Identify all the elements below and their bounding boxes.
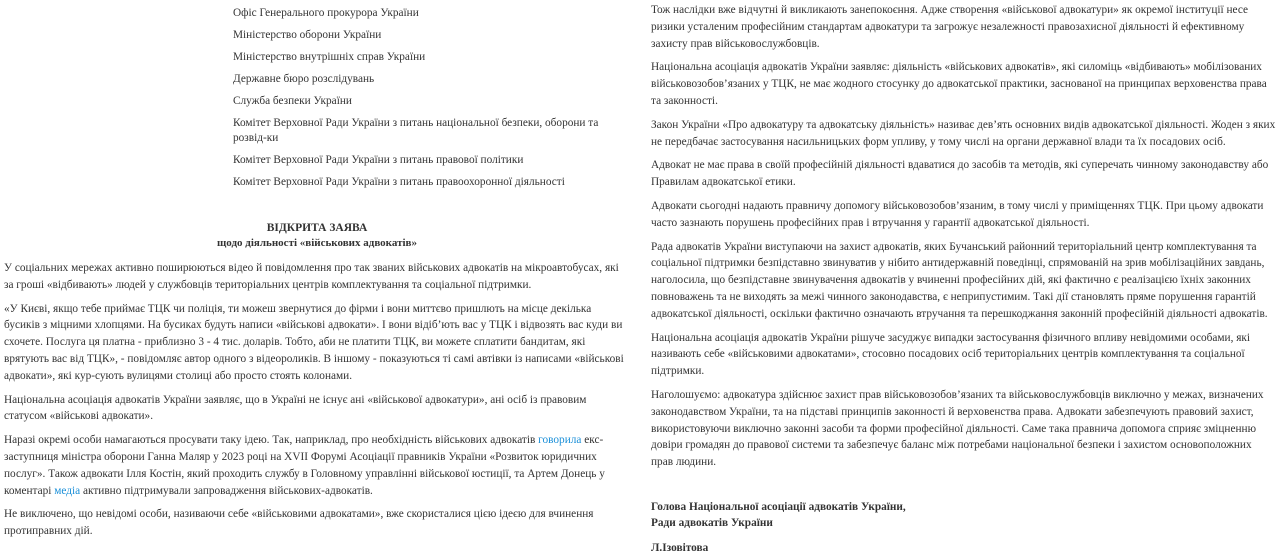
addressee-item: Служба безпеки України	[233, 95, 352, 107]
paragraph: Наголошуємо: адвокатура здійснює захист прав військовозобов’язаних та військовослужбовців виключно у межах, визначених законодавством України, та на підставі принципів законності й верховенства права. Адвокати забезпечують правовий захист, використовуючи виключно законні засоби та форми професійної діяльності. Саме така правнича допомога сприяє зміцненню довіри громадян до правової системи та забезпечує баланс між потребами національної безпеки і захистом основоположних прав людини.	[651, 388, 1264, 469]
signature-title-line1: Голова Національної асоціації адвокатів України,	[651, 500, 906, 513]
document-title	[4, 221, 630, 251]
paragraph: Адвокат не має права в своїй професійній діяльності вдаватися до засобів та методів, які суперечать чинному законодавству або Правилам адвокатської етики.	[651, 159, 1269, 189]
addressee-item: Міністерство оборони України	[233, 29, 382, 41]
paragraph-text: Наразі окремі особи намагаються просувати таку ідею. Так, наприклад, про необхідність військових адвокатів	[4, 434, 539, 447]
signatory-name: Л.Ізовітова	[651, 541, 709, 554]
link-media[interactable]: медіа	[54, 484, 81, 497]
paragraph-text: екс-заступниця міністра оборони Ганна Маляр у 2023 році на XVII Форумі Асоціації правників України «Розвиток юридичних послуг». Також адвокати Ілля Костін, який проходить службу в Головному управлінні військової юстиції, та Артем Донець у коментарі	[4, 434, 605, 497]
addressee-item: Комітет Верховної Ради України з питань правоохоронної діяльності	[233, 176, 565, 188]
paragraph: Національна асоціація адвокатів України заявляє: діяльність «військових адвокатів», які силоміць «відбивають» мобілізованих військовозобов’язаних у ТЦК, не має жодного стосунку до адвокатської практики, заснованої на принципах верховенства права та законності.	[651, 61, 1267, 107]
paragraph: Національна асоціація адвокатів України заявляє, що в Україні не існує ані «військової адвокатури», ані осіб із правовим статусом «військові адвокати».	[4, 393, 587, 423]
paragraph: Національна асоціація адвокатів України рішуче засуджує випадки застосування фізичного впливу невідомими особами, які називають себе «військовими адвокатами», стосовно посадових осіб територіальних центрів комплектування та соціальної підтримки.	[651, 331, 1251, 378]
addressee-item: Комітет Верховної Ради України з питань національної безпеки, оборони та розвід-ки	[233, 117, 599, 144]
link-govoryla[interactable]: говорила	[538, 434, 582, 447]
paragraph: У соціальних мережах активно поширюються відео й повідомлення про так званих військових адвокатів на мікроавтобусах, які за гроші «відбивають» людей у службовців територіальних центрів комплектування та соціальної підтримки.	[4, 262, 619, 291]
paragraph: Рада адвокатів України виступаючи на захист адвокатів, яких Бучанський районний територіальний центр комплектування та соціальної підтримки безпідставно звинуватив у нібито антидержавній поведінці, спрямованій на зрив мобілізаційних завдань, наголосила, що безпідставне звинувачення адвокатів у вчиненні професійних дій, які фактично є реалізацією їхніх законних повноважень та не виходять за межі чинного законодавства, є неприпустимим. Такі дії становлять пряме порушення гарантій адвокатської діяльності, оскільки фактично означають втручання та перешкоджання законній професійній діяльності адвокатів.	[651, 240, 1268, 320]
addressee-item: Офіс Генерального прокурора України	[233, 7, 419, 19]
paragraph: Тож наслідки вже відчутні й викликають занепокоєння. Адже створення «військової адвокатури» як окремої інституції несе ризики усталеним професійним стандартам адвокатури та загрожує незалежності правозахисної діяльності й ефективному захисту прав військовослужбовців.	[651, 4, 1248, 50]
paragraph-text: активно підтримували запровадження військових-адвокатів.	[80, 484, 373, 497]
paragraph: «У Києві, якщо тебе приймає ТЦК чи поліція, ти можеш звернутися до фірми і вони миттєво пришлють на місце декілька бусиків з міцними хлопцями. На бусиках будуть написи «військові адвокати». І вони відіб’ють вас у ТЦК і відвозять вас куди ви схочете. Послуга ця платна - приблизно 3 - 4 тис. доларів. Тобто, аби не платити ТЦК, ви можете сплатити бандитам, які врятують вас від ТЦК», - повідомляє автор одного з відеороликів. В іншому - показуються ті самі автівки із написами «військові адвокати», які кур-сують вулицями столиці або просто стоять колонами.	[4, 302, 624, 382]
paragraph: Закон України «Про адвокатуру та адвокатську діяльність» називає дев’ять основних видів адвокатської діяльності. Жоден з яких не передбачає застосування насильницьких форм упливу, у тому числі на органи державної влади та їх посадових осіб.	[651, 118, 1276, 148]
left-column	[4, 0, 630, 547]
signature-title-line2: Ради адвокатів України	[651, 517, 773, 530]
paragraph-with-links	[4, 432, 630, 499]
title-main: ВІДКРИТА ЗАЯВА	[266, 222, 368, 234]
signature-block	[651, 499, 1276, 556]
right-column	[651, 0, 1276, 556]
paragraph: Не виключено, що невідомі особи, називаючи себе «військовими адвокатами», вже скористалися цією ідеєю для вчинення протиправних дій.	[4, 508, 594, 538]
title-subtitle: щодо діяльності «військових адвокатів»	[217, 237, 417, 249]
addressee-item: Міністерство внутрішніх справ України	[233, 51, 426, 63]
paragraph: Адвокати сьогодні надають правничу допомогу військовозобов’язаним, в тому числі у приміщеннях ТЦК. При цьому адвокати часто зазнають порушень професійних прав і втручання у гарантії адвокатської діяльності.	[651, 199, 1264, 229]
addressee-list	[233, 6, 628, 190]
addressee-item: Державне бюро розслідувань	[233, 73, 375, 85]
addressee-item: Комітет Верховної Ради України з питань правової політики	[233, 154, 524, 166]
